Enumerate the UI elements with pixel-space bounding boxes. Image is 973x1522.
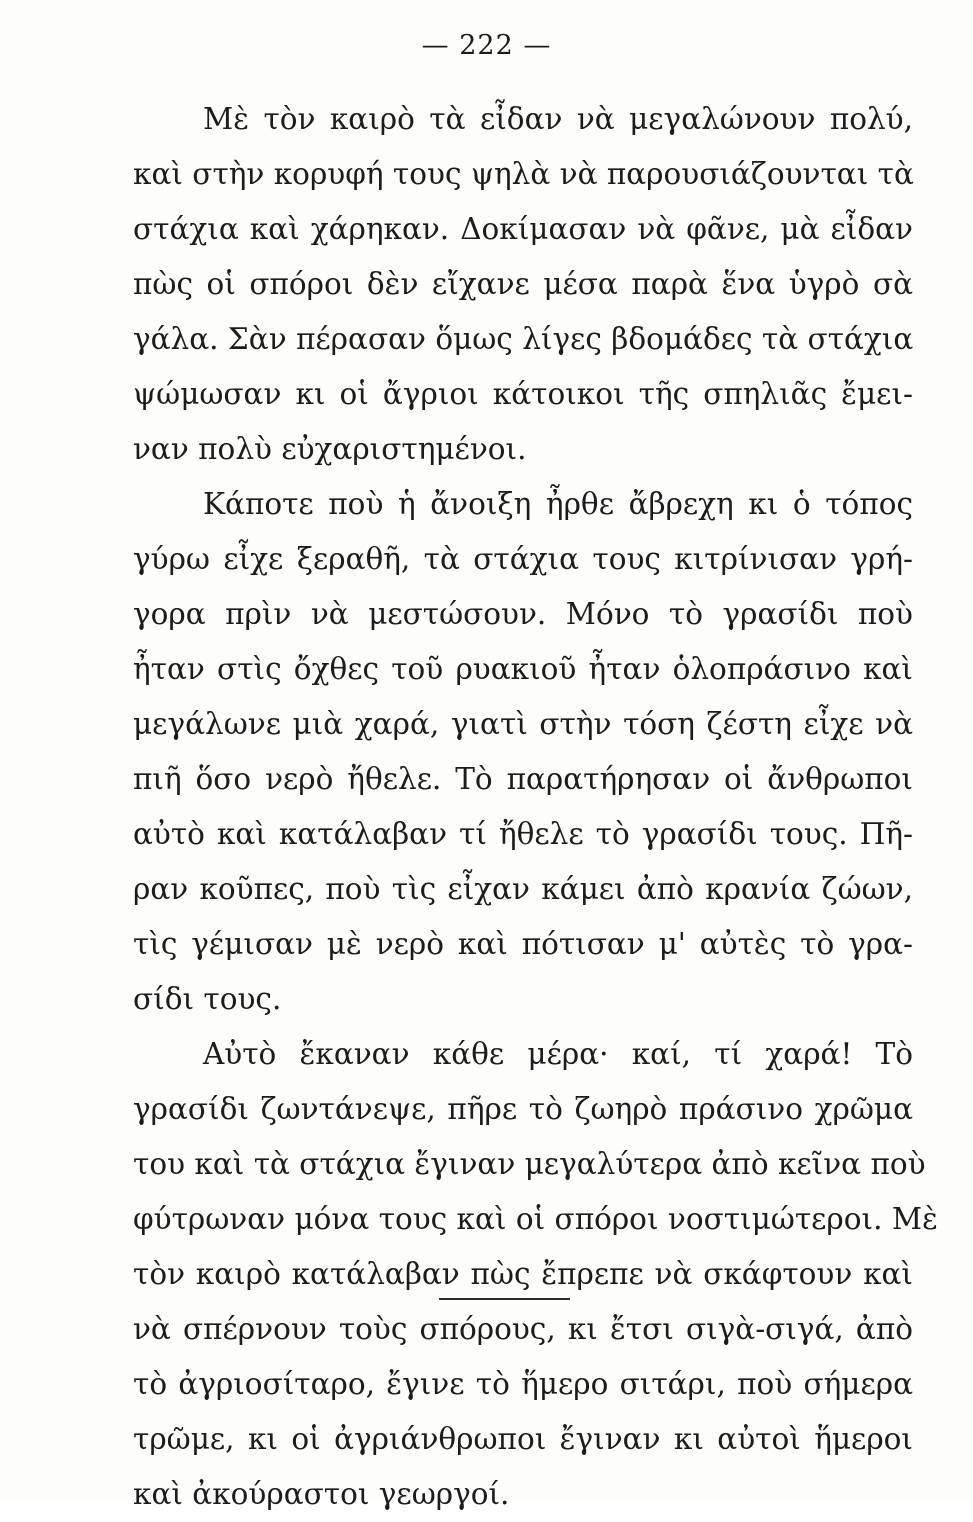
end-divider — [439, 1298, 570, 1300]
paragraph-2-line-3: γορα πρὶν νὰ μεστώσουν. Μόνο τὸ γρασίδι ποὺ — [133, 597, 913, 631]
paragraph-3-line-8: τρῶμε, κι οἱ ἀγριάνθρωποι ἔγιναν κι αὐτοὶ ἥμεροι — [133, 1422, 913, 1456]
paragraph-1-line-6: ψώμωσαν κι οἱ ἄγριοι κάτοικοι τῆς σπηλιᾶς ἔμει- — [133, 377, 913, 411]
paragraph-2-line-4: ἦταν στὶς ὄχθες τοῦ ρυακιοῦ ἦταν ὁλοπράσινο καὶ — [133, 652, 913, 686]
paragraph-1-line-2: καὶ στὴν κορυφή τους ψηλὰ νὰ παρουσιάζουνται τὰ — [133, 157, 914, 191]
paragraph-1-line-5: γάλα. Σὰν πέρασαν ὅμως λίγες βδομάδες τὰ στάχια — [133, 322, 914, 356]
page-number: — 222 — — [421, 30, 552, 61]
paragraph-1-line-7: ναν πολὺ εὐχαριστημένοι. — [133, 432, 527, 466]
paragraph-3-line-6: νὰ σπέρνουν τοὺς σπόρους, κι ἔτσι σιγὰ-σιγά, ἀπὸ — [133, 1312, 913, 1346]
paragraph-2-line-2: γύρω εἶχε ξεραθῆ, τὰ στάχια τους κιτρίνισαν γρή- — [133, 542, 913, 576]
paragraph-2-line-9: τὶς γέμισαν μὲ νερὸ καὶ πότισαν μ' αὐτὲς τὸ γρα- — [133, 927, 913, 961]
paragraph-3-line-5: τὸν καιρὸ κατάλαβαν πὼς ἔπρεπε νὰ σκάφτουν καὶ — [133, 1257, 913, 1291]
body-text — [133, 92, 938, 1522]
paragraph-2-line-1: Κάποτε ποὺ ἡ ἄνοιξη ἦρθε ἄβρεχη κι ὁ τόπος — [203, 487, 913, 521]
paragraph-2-line-8: ραν κοῦπες, ποὺ τὶς εἶχαν κάμει ἀπὸ κρανία ζώων, — [133, 872, 913, 906]
paragraph-3-line-2: γρασίδι ζωντάνεψε, πῆρε τὸ ζωηρὸ πράσινο χρῶμα — [133, 1092, 913, 1126]
paragraph-3-line-3: του καὶ τὰ στάχια ἔγιναν μεγαλύτερα ἀπὸ κεῖνα ποὺ — [133, 1147, 926, 1181]
paragraph-3-line-1: Αὐτὸ ἔκαναν κάθε μέρα· καί, τί χαρά! Τὸ — [203, 1037, 913, 1071]
paragraph-3-line-7: τὸ ἀγριοσίταρο, ἔγινε τὸ ἥμερο σιτάρι, ποὺ σήμερα — [133, 1367, 913, 1401]
paragraph-3-line-9: καὶ ἀκούραστοι γεωργοί. — [133, 1477, 510, 1511]
paragraph-1-line-3: στάχια καὶ χάρηκαν. Δοκίμασαν νὰ φᾶνε, μὰ εἶδαν — [133, 212, 913, 246]
paragraph-2-line-10: σίδι τους. — [133, 982, 282, 1016]
paragraph-3-line-4: φύτρωναν μόνα τους καὶ οἱ σπόροι νοστιμώτεροι. Μὲ — [133, 1202, 938, 1236]
paragraph-2-line-5: μεγάλωνε μιὰ χαρά, γιατὶ στὴν τόση ζέστη εἶχε νὰ — [133, 707, 913, 741]
paragraph-1-line-1: Μὲ τὸν καιρὸ τὰ εἶδαν νὰ μεγαλώνουν πολύ, — [203, 102, 913, 136]
paragraph-2-line-6: πιῆ ὅσο νερὸ ἤθελε. Τὸ παρατήρησαν οἱ ἄνθρωποι — [133, 762, 913, 796]
paragraph-1-line-4: πὼς οἱ σπόροι δὲν εἴχανε μέσα παρὰ ἕνα ὑγρὸ σὰ — [133, 267, 913, 301]
paragraph-2-line-7: αὐτὸ καὶ κατάλαβαν τί ἤθελε τὸ γρασίδι τους. Πῆ- — [133, 817, 913, 851]
